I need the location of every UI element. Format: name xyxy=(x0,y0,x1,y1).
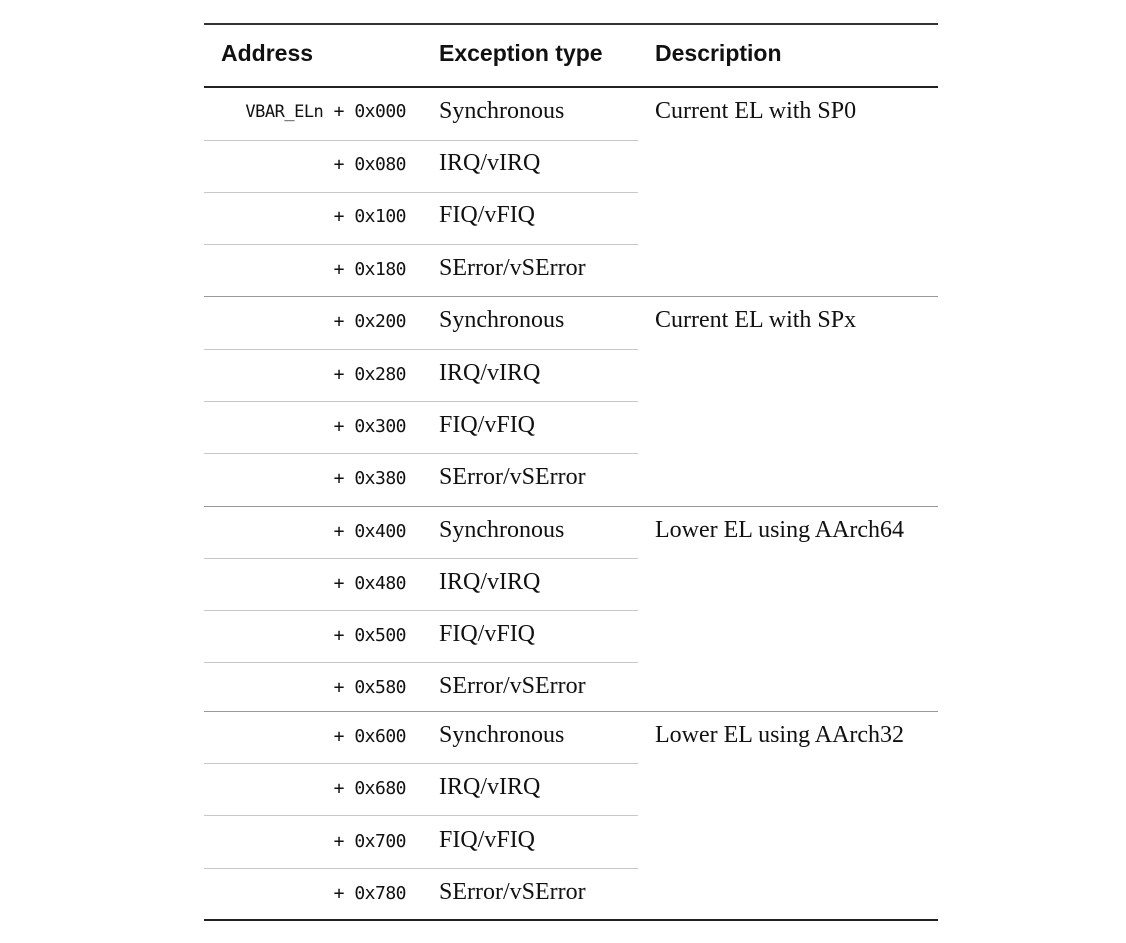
table-cell-address: + 0x180 xyxy=(333,259,406,280)
row-rule xyxy=(204,244,638,245)
row-rule xyxy=(204,815,638,816)
row-rule xyxy=(204,763,638,764)
table-cell-exception: IRQ/vIRQ xyxy=(439,774,541,800)
table-cell-exception: Synchronous xyxy=(439,307,565,333)
table-cell-address: + 0x480 xyxy=(333,573,406,594)
table-cell-description: Lower EL using AArch32 xyxy=(655,722,905,748)
row-rule xyxy=(204,192,638,193)
row-rule xyxy=(204,349,638,350)
header-address: Address xyxy=(221,40,314,66)
group-rule xyxy=(204,296,938,297)
table-cell-description: Current EL with SPx xyxy=(655,307,857,333)
table-cell-address: + 0x280 xyxy=(333,364,406,385)
table-cell-exception: Synchronous xyxy=(439,722,565,748)
base-register: VBAR_ELn xyxy=(245,102,324,122)
table-cell-exception: IRQ/vIRQ xyxy=(439,150,541,176)
table-cell-description: Current EL with SP0 xyxy=(655,98,857,124)
top-rule xyxy=(204,23,938,25)
row-rule xyxy=(204,662,638,663)
table-cell-address: + 0x100 xyxy=(333,206,406,227)
table-cell-address: + 0x200 xyxy=(333,311,406,332)
table-cell-description: Lower EL using AArch64 xyxy=(655,517,905,543)
table-cell-address: + 0x700 xyxy=(333,831,406,852)
table-cell-exception: SError/vSError xyxy=(439,879,586,905)
table-cell-exception: Synchronous xyxy=(439,517,565,543)
row-rule xyxy=(204,868,638,869)
header-exception-type: Exception type xyxy=(439,40,603,66)
header-rule xyxy=(204,86,938,88)
table-cell-exception: FIQ/vFIQ xyxy=(439,621,536,647)
table-cell-address: + 0x380 xyxy=(333,468,406,489)
header-description: Description xyxy=(655,40,782,66)
table-cell-exception: FIQ/vFIQ xyxy=(439,412,536,438)
table-cell-exception: SError/vSError xyxy=(439,255,586,281)
table-cell-address: + 0x580 xyxy=(333,677,406,698)
row-rule xyxy=(204,401,638,402)
group-rule xyxy=(204,711,938,712)
row-rule xyxy=(204,453,638,454)
table-cell-address: + 0x400 xyxy=(333,521,406,542)
bottom-rule xyxy=(204,919,938,921)
table-cell-address: + 0x780 xyxy=(333,883,406,904)
table-cell-exception: SError/vSError xyxy=(439,464,586,490)
table-cell-address: + 0x300 xyxy=(333,416,406,437)
table-cell-address: + 0x600 xyxy=(333,726,406,747)
table-cell-address: + 0x680 xyxy=(333,778,406,799)
table-cell-exception: IRQ/vIRQ xyxy=(439,360,541,386)
table-cell-address: + 0x500 xyxy=(333,625,406,646)
table-cell-address: + 0x080 xyxy=(333,154,406,175)
table-cell-exception: FIQ/vFIQ xyxy=(439,827,536,853)
row-rule xyxy=(204,140,638,141)
group-rule xyxy=(204,506,938,507)
offset: + 0x000 xyxy=(333,101,406,122)
row-rule xyxy=(204,558,638,559)
table-cell-address xyxy=(245,101,406,122)
row-rule xyxy=(204,610,638,611)
table-cell-exception: IRQ/vIRQ xyxy=(439,569,541,595)
table-cell-exception: SError/vSError xyxy=(439,673,586,699)
table-cell-exception: FIQ/vFIQ xyxy=(439,202,536,228)
table-cell-exception: Synchronous xyxy=(439,98,565,124)
